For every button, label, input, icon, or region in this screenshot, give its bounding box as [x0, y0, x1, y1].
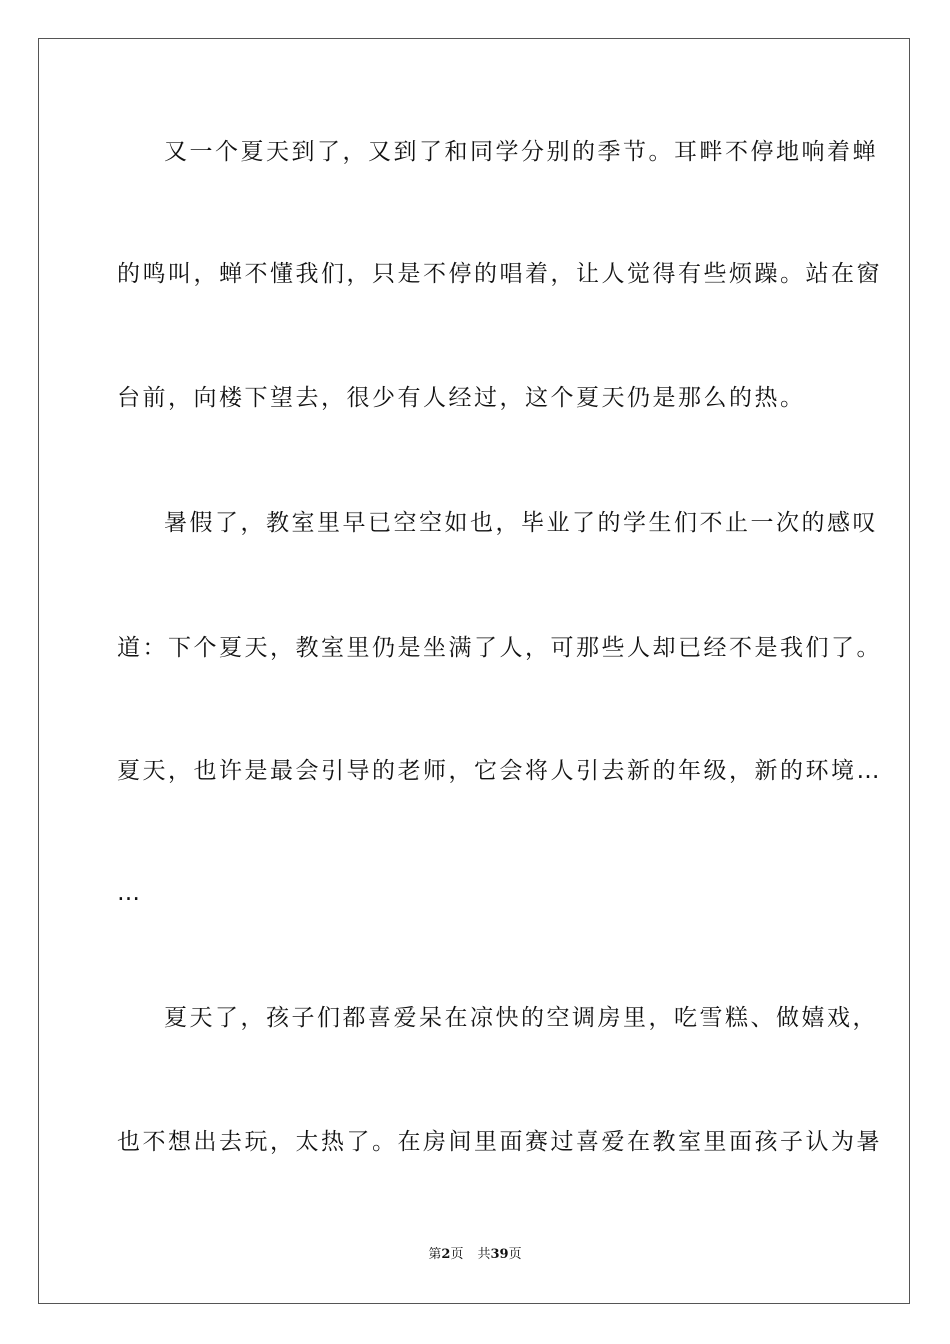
total-prefix: 共	[477, 1247, 491, 1262]
total-pages: 39	[490, 1247, 509, 1262]
page-number: 2	[441, 1247, 451, 1262]
paragraph-1-line-3: 台前，向楼下望去，很少有人经过，这个夏天仍是那么的热。	[117, 385, 806, 411]
paragraph-2-line-3: 夏天，也许是最会引导的老师，它会将人引去新的年级，新的环境…	[117, 758, 882, 784]
paragraph-2-line-2: 道：下个夏天，教室里仍是坐满了人，可那些人却已经不是我们了。	[117, 635, 882, 661]
total-suffix: 页	[508, 1247, 522, 1262]
page-border	[38, 38, 910, 1304]
paragraph-3-line-1: 夏天了，孩子们都喜爱呆在凉快的空调房里，吃雪糕、做嬉戏，	[164, 1005, 878, 1031]
page-suffix: 页	[450, 1247, 464, 1262]
paragraph-1-line-2: 的鸣叫，蝉不懂我们，只是不停的唱着，让人觉得有些烦躁。站在窗	[117, 261, 882, 287]
page-prefix: 第	[428, 1247, 442, 1262]
paragraph-2-line-1: 暑假了，教室里早已空空如也，毕业了的学生们不止一次的感叹	[164, 510, 878, 536]
paragraph-2-line-4: …	[117, 880, 143, 906]
page-footer	[0, 1246, 950, 1264]
paragraph-3-line-2: 也不想出去玩，太热了。在房间里面赛过喜爱在教室里面孩子认为暑	[117, 1129, 882, 1155]
paragraph-1-line-1: 又一个夏天到了，又到了和同学分别的季节。耳畔不停地响着蝉	[164, 139, 878, 165]
